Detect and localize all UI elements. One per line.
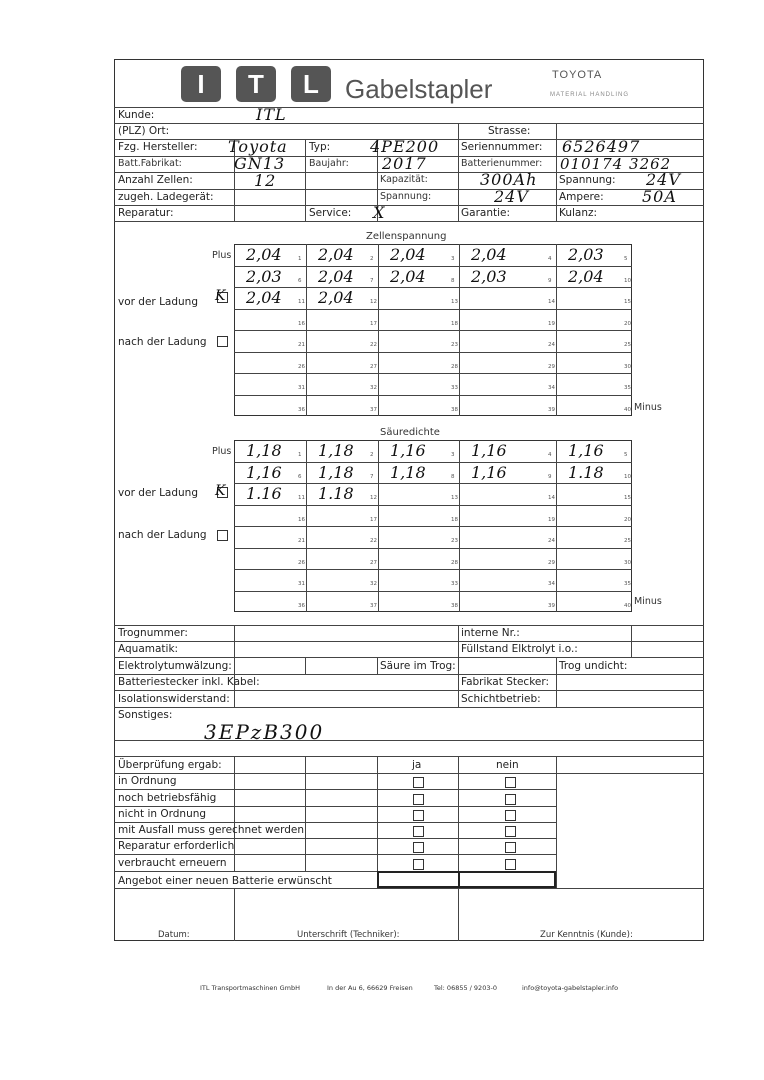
pruefung-ja-checkbox[interactable] bbox=[413, 859, 424, 870]
saeuredichte-cell-number: 17 bbox=[370, 516, 377, 523]
zellenspannung-cell-number: 31 bbox=[298, 385, 305, 391]
pruefung-nein-checkbox[interactable] bbox=[505, 810, 516, 821]
zellenspannung-cell-number: 20 bbox=[624, 320, 631, 327]
zellenspannung-vor-mark: K bbox=[215, 288, 226, 304]
batterienummer-value: 010174 3262 bbox=[560, 155, 672, 173]
zellenspannung-cell-value: 2,04 bbox=[318, 266, 354, 286]
saeuredichte-cell-number: 1 bbox=[298, 452, 302, 458]
saeuredichte-title: Säuredichte bbox=[380, 427, 440, 438]
footer-phone: Tel: 06855 / 9203-0 bbox=[434, 984, 497, 992]
saeuredichte-cell-number: 39 bbox=[548, 602, 555, 609]
zellenspannung-cell-value: 2,03 bbox=[246, 266, 282, 286]
pruefung-row-label: mit Ausfall muss gerechnet werden bbox=[118, 824, 305, 836]
zellenspannung-cell-value: 2,04 bbox=[471, 245, 507, 264]
zellenspannung-cell-value: 2,04 bbox=[246, 288, 282, 307]
zellenspannung-cell-number: 17 bbox=[370, 320, 377, 327]
saeuredichte-cell-value: 1,18 bbox=[246, 441, 282, 460]
saeuredichte-cell-value: 1.18 bbox=[568, 462, 604, 482]
service-label: Service: bbox=[309, 207, 352, 219]
zellenspannung-cell-number: 12 bbox=[370, 299, 377, 305]
saeuredichte-cell-number: 2 bbox=[370, 452, 374, 458]
zellenspannung-cell-number: 36 bbox=[298, 406, 305, 413]
batt-fabrikat-label: Batt.Fabrikat: bbox=[118, 158, 182, 169]
footer-address: In der Au 6, 66629 Freisen bbox=[327, 984, 413, 992]
saeuredichte-cell-value: 1,16 bbox=[246, 462, 282, 482]
pruefung-ja-checkbox[interactable] bbox=[413, 842, 424, 853]
anzahl-zellen-label: Anzahl Zellen: bbox=[118, 174, 193, 186]
saeuredichte-cell-number: 23 bbox=[451, 538, 458, 544]
techniker-signature-label: Unterschrift (Techniker): bbox=[297, 930, 400, 940]
trog-undicht-label: Trog undicht: bbox=[559, 660, 628, 672]
ladegeraet-label: zugeh. Ladegerät: bbox=[118, 191, 214, 203]
pruefung-ja-checkbox[interactable] bbox=[413, 777, 424, 788]
zellenspannung-cell-value: 2,03 bbox=[471, 266, 507, 286]
strasse-label: Strasse: bbox=[488, 125, 531, 137]
zellenspannung-cell-number: 32 bbox=[370, 385, 377, 391]
baujahr-value: 2017 bbox=[382, 154, 427, 173]
saeuredichte-cell-number: 20 bbox=[624, 516, 631, 523]
saeuredichte-cell-value: 1,16 bbox=[390, 441, 426, 460]
kunde-value: ITL bbox=[256, 105, 287, 124]
zellenspannung-cell-number: 33 bbox=[451, 385, 458, 391]
saeuredichte-cell-number: 35 bbox=[624, 581, 631, 587]
datum-label: Datum: bbox=[158, 930, 190, 940]
typ-label: Typ: bbox=[309, 141, 331, 153]
zellenspannung-cell-value: 2,04 bbox=[246, 245, 282, 264]
kunde-signature-label: Zur Kenntnis (Kunde): bbox=[540, 930, 633, 940]
saeuredichte-cell-number: 12 bbox=[370, 495, 377, 501]
logo-letter-t: T bbox=[236, 66, 276, 102]
pruefung-row-label: nicht in Ordnung bbox=[118, 808, 207, 820]
saeuredichte-cell-number: 36 bbox=[298, 602, 305, 609]
zellenspannung-minus: Minus bbox=[634, 402, 662, 413]
spannung2-value: 24V bbox=[494, 187, 529, 206]
pruefung-nein-checkbox[interactable] bbox=[505, 859, 516, 870]
saeuredichte-cell-number: 19 bbox=[548, 516, 555, 523]
zellenspannung-cell-number: 21 bbox=[298, 342, 305, 348]
reparatur-label: Reparatur: bbox=[118, 207, 174, 219]
saeuredichte-cell-number: 6 bbox=[298, 473, 302, 480]
pruefung-row-label: verbraucht erneuern bbox=[118, 857, 227, 869]
saeuredichte-cell-number: 13 bbox=[451, 495, 458, 501]
zellenspannung-title: Zellenspannung bbox=[366, 231, 447, 242]
zellenspannung-cell-value: 2,04 bbox=[318, 245, 354, 264]
pruefung-ja-header: ja bbox=[412, 759, 422, 771]
pruefung-nein-header: nein bbox=[496, 759, 519, 771]
brand-name: TOYOTA bbox=[552, 69, 603, 81]
ampere-value: 50A bbox=[642, 187, 677, 206]
ampere-label: Ampere: bbox=[559, 191, 604, 203]
saeuredichte-cell-value: 1.16 bbox=[246, 484, 282, 503]
zellenspannung-cell-number: 29 bbox=[548, 363, 555, 370]
zellenspannung-cell-number: 18 bbox=[451, 320, 458, 327]
saeuredichte-vor-label: vor der Ladung bbox=[118, 487, 198, 499]
zellenspannung-cell-number: 39 bbox=[548, 406, 555, 413]
logo-letter-l: L bbox=[291, 66, 331, 102]
zellenspannung-cell-number: 13 bbox=[451, 299, 458, 305]
saeuredichte-nach-label: nach der Ladung bbox=[118, 529, 207, 541]
saeuredichte-cell-number: 37 bbox=[370, 602, 377, 609]
pruefung-title: Überprüfung ergab: bbox=[118, 759, 222, 771]
zellenspannung-cell-number: 34 bbox=[548, 385, 555, 391]
zellenspannung-cell-number: 22 bbox=[370, 342, 377, 348]
zellenspannung-cell-number: 1 bbox=[298, 256, 302, 262]
pruefung-row-label: noch betriebsfähig bbox=[118, 792, 217, 804]
baujahr-label: Baujahr: bbox=[309, 158, 349, 169]
saeuredichte-plus: Plus bbox=[212, 446, 232, 457]
saeuredichte-cell-number: 21 bbox=[298, 538, 305, 544]
spannung1-value: 24V bbox=[646, 170, 681, 189]
zellenspannung-cell-number: 4 bbox=[548, 256, 552, 262]
isolation-label: Isolationswiderstand: bbox=[118, 693, 230, 705]
saeuredichte-cell-value: 1,16 bbox=[471, 462, 507, 482]
hersteller-label: Fzg. Hersteller: bbox=[118, 141, 198, 153]
zellenspannung-cell-value: 2,03 bbox=[568, 245, 604, 264]
saeuredichte-cell-number: 33 bbox=[451, 581, 458, 587]
saeuredichte-cell-number: 22 bbox=[370, 538, 377, 544]
zellenspannung-cell-number: 5 bbox=[624, 256, 628, 262]
garantie-label: Garantie: bbox=[461, 207, 511, 219]
saeuredichte-vor-mark: K bbox=[215, 483, 226, 499]
zellenspannung-plus: Plus bbox=[212, 250, 232, 261]
logo-letter-i: I bbox=[181, 66, 221, 102]
saeuredichte-cell-number: 5 bbox=[624, 452, 628, 458]
zellenspannung-cell-number: 28 bbox=[451, 363, 458, 370]
zellenspannung-cell-number: 2 bbox=[370, 256, 374, 262]
kunde-label: Kunde: bbox=[118, 109, 155, 121]
pruefung-nein-checkbox[interactable] bbox=[505, 842, 516, 853]
saeure-trog-label: Säure im Trog: bbox=[380, 660, 456, 672]
zellenspannung-cell-number: 24 bbox=[548, 342, 555, 348]
zellenspannung-cell-number: 25 bbox=[624, 342, 631, 348]
zellenspannung-nach-label: nach der Ladung bbox=[118, 336, 207, 348]
footer-email: info@toyota-gabelstapler.info bbox=[522, 984, 619, 992]
zellenspannung-cell-number: 8 bbox=[451, 277, 455, 284]
zellenspannung-cell-number: 27 bbox=[370, 363, 377, 370]
pruefung-nein-checkbox[interactable] bbox=[505, 826, 516, 837]
saeuredichte-cell-value: 1.18 bbox=[318, 484, 354, 503]
angebot-label: Angebot einer neuen Batterie erwünscht bbox=[118, 875, 332, 887]
pruefung-nein-checkbox[interactable] bbox=[505, 777, 516, 788]
saeuredichte-cell-number: 11 bbox=[298, 495, 305, 501]
saeuredichte-cell-number: 38 bbox=[451, 602, 458, 609]
saeuredichte-cell-value: 1,18 bbox=[318, 441, 354, 460]
saeuredichte-cell-number: 9 bbox=[548, 473, 552, 480]
saeuredichte-cell-number: 31 bbox=[298, 581, 305, 587]
aquamatik-label: Aquamatik: bbox=[118, 643, 179, 655]
kulanz-label: Kulanz: bbox=[559, 207, 598, 219]
zellenspannung-cell-number: 35 bbox=[624, 385, 631, 391]
batteriestecker-label: Batteriestecker inkl. Kabel: bbox=[118, 676, 260, 688]
pruefung-ja-checkbox[interactable] bbox=[413, 794, 424, 805]
brand-subtitle: MATERIAL HANDLING bbox=[550, 92, 630, 98]
sonstiges-value: 3EPzB300 bbox=[204, 720, 325, 744]
zellenspannung-cell-number: 38 bbox=[451, 406, 458, 413]
interne-nr-label: interne Nr.: bbox=[461, 627, 520, 639]
saeuredichte-minus: Minus bbox=[634, 596, 662, 607]
saeuredichte-cell-number: 10 bbox=[624, 473, 631, 480]
zellenspannung-cell-number: 23 bbox=[451, 342, 458, 348]
zellenspannung-cell-number: 26 bbox=[298, 363, 305, 370]
saeuredichte-cell-number: 26 bbox=[298, 559, 305, 566]
batt-fabrikat-value: GN13 bbox=[234, 154, 286, 173]
saeuredichte-cell-number: 27 bbox=[370, 559, 377, 566]
spannung1-label: Spannung: bbox=[559, 174, 616, 186]
spannung2-label: Spannung: bbox=[380, 191, 432, 202]
saeuredichte-cell-number: 40 bbox=[624, 602, 631, 609]
zellenspannung-cell-number: 19 bbox=[548, 320, 555, 327]
pruefung-row-label: in Ordnung bbox=[118, 775, 177, 787]
pruefung-ja-checkbox[interactable] bbox=[413, 826, 424, 837]
zellenspannung-nach-checkbox[interactable] bbox=[217, 336, 228, 347]
zellenspannung-cell-value: 2,04 bbox=[390, 266, 426, 286]
saeuredichte-cell-number: 3 bbox=[451, 452, 455, 458]
zellenspannung-cell-number: 30 bbox=[624, 363, 631, 370]
footer-company: ITL Transportmaschinen GmbH bbox=[200, 984, 300, 992]
zellenspannung-cell-number: 15 bbox=[624, 299, 631, 305]
trognummer-label: Trognummer: bbox=[118, 627, 188, 639]
service-value: X bbox=[373, 203, 386, 222]
zellenspannung-cell-number: 6 bbox=[298, 277, 302, 284]
zellenspannung-cell-number: 40 bbox=[624, 406, 631, 413]
plz-label: (PLZ) Ort: bbox=[118, 125, 170, 137]
saeuredichte-cell-number: 32 bbox=[370, 581, 377, 587]
zellenspannung-cell-number: 10 bbox=[624, 277, 631, 284]
seriennummer-label: Seriennummer: bbox=[461, 141, 543, 153]
saeuredichte-cell-number: 30 bbox=[624, 559, 631, 566]
saeuredichte-cell-number: 7 bbox=[370, 473, 374, 480]
seriennummer-value: 6526497 bbox=[562, 137, 641, 156]
saeuredichte-cell-number: 18 bbox=[451, 516, 458, 523]
pruefung-nein-checkbox[interactable] bbox=[505, 794, 516, 805]
header-title: Gabelstapler bbox=[345, 74, 493, 104]
saeuredichte-cell-value: 1,18 bbox=[390, 462, 426, 482]
saeuredichte-cell-value: 1,16 bbox=[568, 441, 604, 460]
zellenspannung-cell-number: 3 bbox=[451, 256, 455, 262]
saeuredichte-cell-value: 1,16 bbox=[471, 441, 507, 460]
saeuredichte-cell-number: 4 bbox=[548, 452, 552, 458]
kapazitaet-label: Kapazität: bbox=[380, 174, 428, 185]
fuellstand-label: Füllstand Elktrolyt i.o.: bbox=[461, 643, 578, 655]
saeuredichte-cell-number: 16 bbox=[298, 516, 305, 523]
zellenspannung-cell-value: 2,04 bbox=[318, 288, 354, 307]
pruefung-row-label: Reparatur erforderlich bbox=[118, 840, 235, 852]
saeuredichte-cell-number: 24 bbox=[548, 538, 555, 544]
hersteller-value: Toyota bbox=[228, 137, 288, 156]
anzahl-zellen-value: 12 bbox=[254, 171, 277, 190]
batterienummer-label: Batterienummer: bbox=[461, 158, 543, 169]
zellenspannung-cell-number: 16 bbox=[298, 320, 305, 327]
zellenspannung-cell-number: 37 bbox=[370, 406, 377, 413]
zellenspannung-cell-value: 2,04 bbox=[390, 245, 426, 264]
saeuredichte-cell-number: 29 bbox=[548, 559, 555, 566]
saeuredichte-cell-number: 25 bbox=[624, 538, 631, 544]
zellenspannung-cell-number: 11 bbox=[298, 299, 305, 305]
saeuredichte-cell-number: 28 bbox=[451, 559, 458, 566]
umwaelzung-label: Elektrolytumwälzung: bbox=[118, 660, 232, 672]
pruefung-ja-checkbox[interactable] bbox=[413, 810, 424, 821]
saeuredichte-cell-number: 15 bbox=[624, 495, 631, 501]
kapazitaet-value: 300Ah bbox=[480, 170, 538, 189]
sonstiges-label: Sonstiges: bbox=[118, 709, 173, 721]
zellenspannung-cell-number: 14 bbox=[548, 299, 555, 305]
saeuredichte-cell-value: 1,18 bbox=[318, 462, 354, 482]
zellenspannung-cell-number: 9 bbox=[548, 277, 552, 284]
schichtbetrieb-label: Schichtbetrieb: bbox=[461, 693, 541, 705]
typ-value: 4PE200 bbox=[370, 137, 440, 156]
saeuredichte-cell-number: 34 bbox=[548, 581, 555, 587]
zellenspannung-cell-number: 7 bbox=[370, 277, 374, 284]
saeuredichte-cell-number: 8 bbox=[451, 473, 455, 480]
zellenspannung-cell-value: 2,04 bbox=[568, 266, 604, 286]
saeuredichte-cell-number: 14 bbox=[548, 495, 555, 501]
saeuredichte-nach-checkbox[interactable] bbox=[217, 530, 228, 541]
zellenspannung-vor-label: vor der Ladung bbox=[118, 296, 198, 308]
fabrikat-stecker-label: Fabrikat Stecker: bbox=[461, 676, 550, 688]
